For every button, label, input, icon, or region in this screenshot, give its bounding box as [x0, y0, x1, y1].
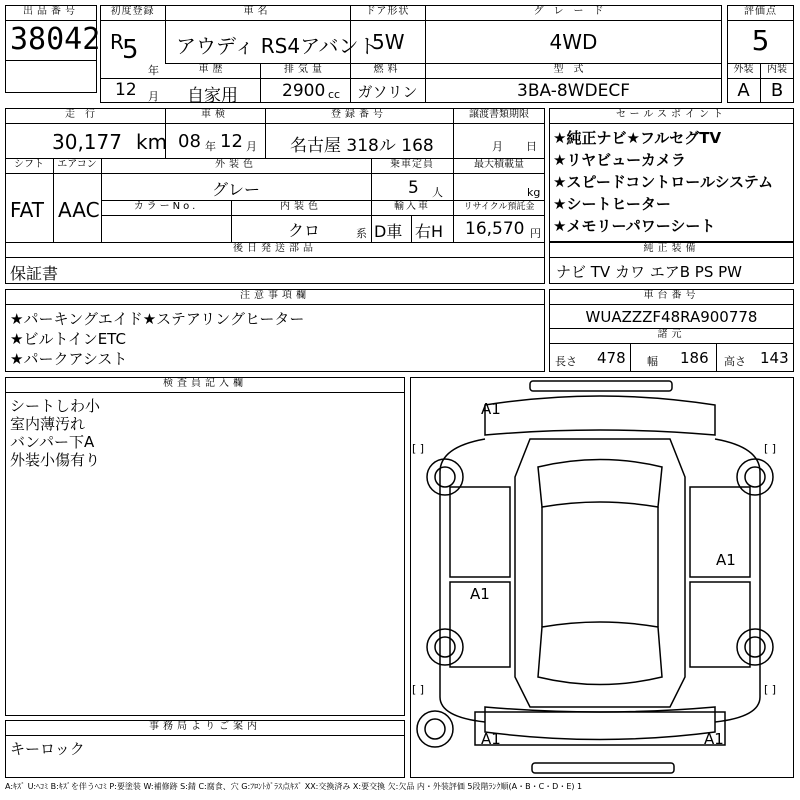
interior-grade: B [770, 80, 784, 101]
first-reg-label: 初度登録 [110, 6, 155, 17]
height: 143 [760, 349, 789, 367]
ac-label: エアコン [57, 159, 97, 170]
door-label: ドア形状 [365, 6, 410, 17]
genuine-equipment: ナビ TV カワ エアB PS PW [556, 263, 742, 281]
sales-point-5: ★メモリーパワーシート [553, 217, 716, 235]
note-line-3: ★パークアシスト [10, 350, 128, 368]
year-unit: 年 [148, 64, 159, 77]
ac: AAC [58, 198, 100, 222]
exterior-grade: A [737, 80, 750, 101]
chassis-label: 車台番号 [643, 290, 700, 301]
lot-label: 出品番号 [23, 6, 79, 17]
dims-label: 諸元 [657, 329, 686, 340]
office-note: キーロック [10, 740, 85, 758]
inspector-line-2: 室内薄汚れ [10, 415, 86, 433]
damage-mark-left-door: A1 [470, 585, 490, 603]
mileage: 30,177 [52, 130, 122, 154]
shift: FAT [10, 198, 45, 222]
later-parts-label: 後日発送部品 [233, 243, 317, 254]
score-label: 評価点 [744, 6, 777, 17]
damage-mark-front: A1 [481, 400, 501, 418]
transfer-label: 譲渡書類期限 [469, 109, 529, 120]
displacement-unit: cc [328, 88, 341, 101]
int-color-label: 内装色 [280, 201, 322, 212]
ext-color-label: 外装色 [215, 159, 257, 170]
length: 478 [597, 349, 626, 367]
sales-point-4: ★シートヒーター [553, 195, 671, 213]
capacity: 5 [408, 178, 419, 198]
length-label: 長さ [555, 355, 577, 368]
transfer-month-unit: 月 [492, 140, 503, 153]
model: 3BA-8WDECF [517, 81, 630, 101]
displacement-label: 排気量 [284, 64, 326, 75]
lot-number: 38042 [10, 22, 101, 57]
car-name: アウディ RS4アバント [176, 34, 379, 58]
max-load-label: 最大積載量 [474, 159, 524, 170]
displacement: 2900 [282, 81, 326, 101]
inspector-line-4: 外装小傷有り [10, 451, 101, 469]
interior-label: 内装 [767, 64, 787, 75]
int-color: クロ [288, 221, 321, 240]
score: 5 [751, 24, 770, 57]
sales-point-1: ★純正ナビ★フルセグTV [553, 129, 722, 147]
sales-point-2: ★リヤビューカメラ [553, 151, 686, 169]
import-label: 輸入車 [394, 201, 430, 212]
month-value: 12 [115, 80, 137, 100]
legend: A:ｷｽﾞ U:ﾍｺﾐ B:ｷｽﾞを伴うﾍｺﾐ P:要塗装 W:補修跡 S:錆 C:腐食、穴 G:ﾌﾛﾝﾄｶﾞﾗｽ点ｷｽﾞ XX:交換済み X:要交換 欠:欠品 内・外装評価 5段階ﾗﾝｸ順(A・B・C・D・E) 1 [5, 782, 583, 791]
ext-color: グレー [211, 180, 260, 199]
inspection-month-unit: 月 [246, 140, 257, 153]
inspection-year: 08 [178, 131, 201, 152]
door: 5W [372, 30, 405, 54]
color-no-label: カラーNo. [133, 201, 199, 212]
shift-label: シフト [14, 159, 44, 170]
capacity-label: 乗車定員 [390, 159, 434, 170]
inspection-year-unit: 年 [205, 140, 216, 153]
reg-no-label: 登録番号 [331, 109, 387, 120]
grade-label: グレード [533, 6, 614, 17]
recycle-unit: 円 [530, 227, 541, 240]
note-line-2: ★ビルトインETC [10, 330, 126, 348]
chassis-number: WUAZZZF48RA900778 [585, 308, 758, 326]
mileage-unit: km [136, 130, 168, 154]
model-label: 型式 [553, 64, 594, 75]
svg-text:[ ]: [ ] [412, 442, 425, 455]
svg-text:[ ]: [ ] [764, 683, 777, 696]
genuine-label: 純正装備 [643, 243, 700, 254]
svg-text:[ ]: [ ] [764, 442, 777, 455]
damage-mark-rear-left: A1 [481, 730, 501, 748]
grade: 4WD [549, 30, 598, 54]
inspection-label: 車検 [201, 109, 229, 120]
reg-no: 名古屋 318ル 168 [290, 136, 434, 156]
notes-label: 注意事項欄 [240, 290, 310, 301]
svg-text:[ ]: [ ] [412, 683, 425, 696]
max-load-unit: kg [527, 186, 541, 199]
mileage-label: 走行 [65, 109, 105, 120]
fuel: ガソリン [357, 83, 418, 101]
capacity-unit: 人 [432, 186, 443, 199]
damage-mark-rear-right: A1 [704, 730, 724, 748]
transfer-day-unit: 日 [526, 140, 537, 153]
recycle-label: リサイクル預託金 [463, 202, 535, 212]
inspector-line-1: シートしわ小 [10, 397, 101, 415]
month-unit: 月 [148, 90, 159, 103]
height-label: 高さ [724, 355, 746, 368]
exterior-label: 外装 [733, 64, 754, 75]
int-color-unit: 系 [356, 227, 367, 240]
import-type: D車 [374, 222, 403, 241]
sales-point-3: ★スピードコントロールシステム [553, 173, 774, 191]
recycle-amount: 16,570 [465, 219, 525, 239]
width: 186 [680, 349, 709, 367]
note-line-1: ★パーキングエイド★ステアリングヒーター [10, 310, 305, 328]
car-diagram [410, 377, 794, 778]
inspector-label: 検査員記入欄 [163, 378, 247, 389]
width-label: 幅 [647, 355, 658, 368]
steering: 右H [415, 222, 444, 241]
sales-points-label: セールスポイント [615, 109, 728, 120]
inspection-month: 12 [220, 131, 243, 152]
history-label: 車歴 [198, 64, 227, 75]
inspector-line-3: バンパー下A [10, 433, 95, 451]
history: 自家用 [187, 86, 238, 106]
year-value: 5 [122, 35, 139, 65]
damage-mark-right-door: A1 [716, 551, 736, 569]
later-parts: 保証書 [10, 264, 59, 283]
office-label: 事務局よりご案内 [149, 721, 261, 732]
fuel-label: 燃料 [373, 64, 402, 75]
car-name-label: 車名 [243, 6, 272, 17]
era: R [110, 30, 124, 54]
